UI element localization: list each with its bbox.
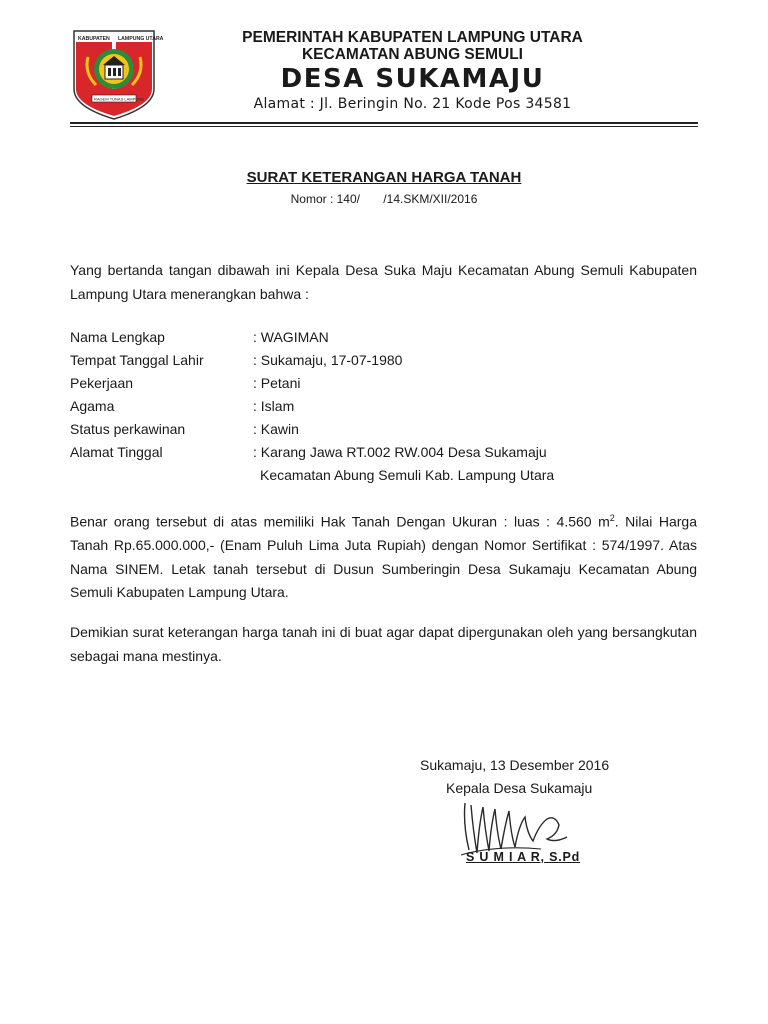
field-label: Tempat Tanggal Lahir <box>70 352 204 368</box>
statement-text-start: Benar orang tersebut di atas memiliki Hak Tanah Dengan Ukuran : luas : 4.560 m <box>70 513 610 530</box>
village-address: Alamat : Jl. Beringin No. 21 Kode Pos 34581 <box>253 96 572 112</box>
letterhead-rule-thin <box>70 126 698 127</box>
field-value: : Karang Jawa RT.002 RW.004 Desa Sukamaju <box>253 444 547 460</box>
closing-paragraph: Demikian surat keterangan harga tanah ini di buat agar dapat dipergunakan oleh yang bersangkutan sebagai mana mestinya. <box>70 624 697 664</box>
regency-emblem-icon <box>70 27 164 121</box>
field-label: Status perkawinan <box>70 421 186 437</box>
signatory-name: S U M I A R, S.Pd <box>466 850 581 864</box>
svg-text:LAMPUNG UTARA: LAMPUNG UTARA <box>118 36 164 42</box>
village-heading: DESA SUKAMAJU <box>280 64 545 94</box>
field-value: : Kawin <box>253 421 299 437</box>
svg-text:KABUPATEN: KABUPATEN <box>78 36 110 42</box>
letterhead-rule-thick <box>70 122 698 124</box>
signature-role: Kepala Desa Sukamaju <box>446 780 593 796</box>
area-unit-superscript: 2 <box>609 513 615 523</box>
district-heading: KECAMATAN ABUNG SEMULI <box>301 46 523 63</box>
statement-text-end: . Nilai Harga Tanah Rp.65.000.000,- (Enam Puluh Lima Juta Rupiah) dengan Nomor Sertifikat : 574/1997. Atas Nama SINEM. Letak tanah tersebut di Dusun Sumberingin Desa Sukamaju Kecamatan Abung Semuli Kabupaten Lampung Utara. <box>70 513 698 601</box>
letter-number: Nomor : 140/ /14.SKM/XII/2016 <box>290 192 478 206</box>
field-value: : Sukamaju, 17-07-1980 <box>253 352 403 368</box>
field-label: Nama Lengkap <box>70 329 165 345</box>
letter-title: SURAT KETERANGAN HARGA TANAH <box>246 169 522 186</box>
intro-paragraph: Yang bertanda tangan dibawah ini Kepala Desa Suka Maju Kecamatan Abung Semuli Kabupaten Lampung Utara menerangkan bahwa : <box>70 262 697 302</box>
field-value: : WAGIMAN <box>253 329 329 345</box>
field-label: Pekerjaan <box>70 375 134 391</box>
regency-heading: PEMERINTAH KABUPATEN LAMPUNG UTARA <box>242 29 583 46</box>
signature-place-date: Sukamaju, 13 Desember 2016 <box>420 757 610 773</box>
address-continuation: Kecamatan Abung Semuli Kab. Lampung Utara <box>260 467 555 483</box>
field-value: : Islam <box>253 398 295 414</box>
field-value: : Petani <box>253 375 301 391</box>
field-label: Alamat Tinggal <box>70 444 163 460</box>
svg-text:RAGEM TUNAS LAMPUNG: RAGEM TUNAS LAMPUNG <box>94 96 145 102</box>
field-label: Agama <box>70 398 115 414</box>
statement-paragraph <box>70 507 697 605</box>
